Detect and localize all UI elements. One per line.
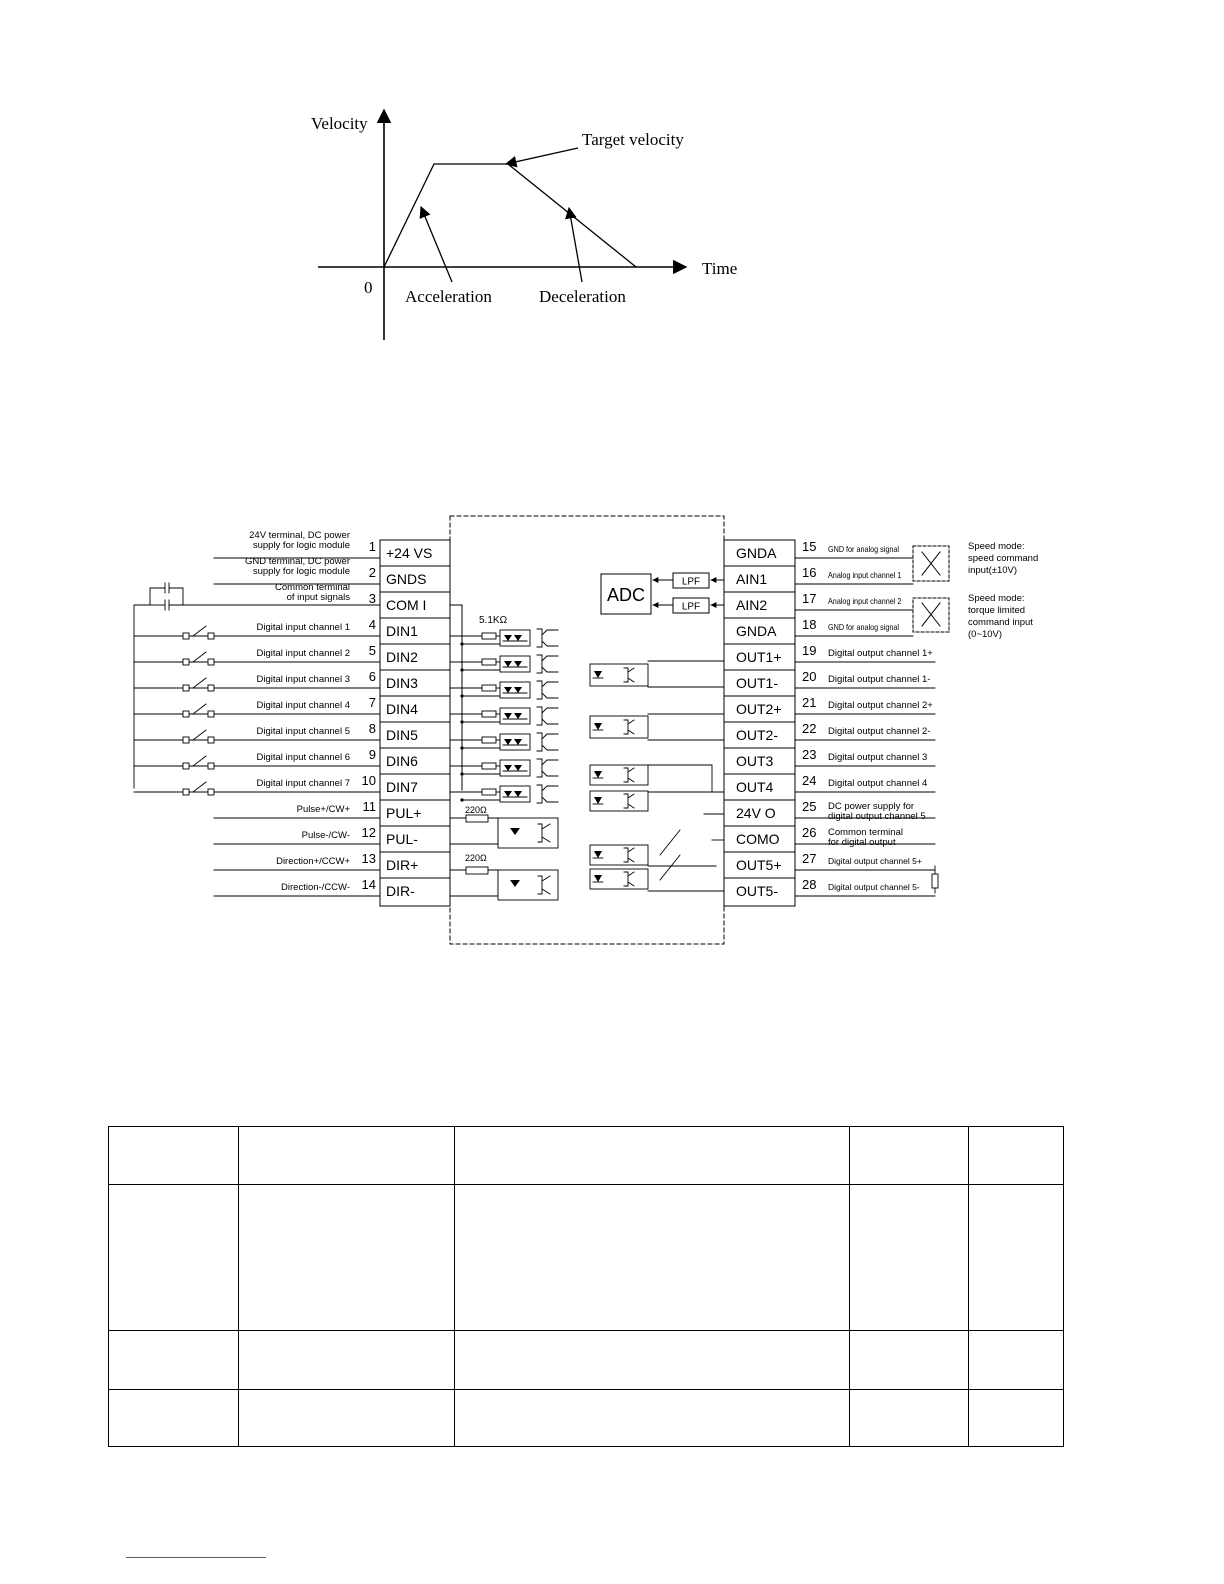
pulse-optocoupler [450,867,558,900]
pin-description: Digital input channel 2 [256,648,350,659]
output-optocoupler [590,845,648,865]
input-switch [183,704,214,717]
pin-number: 17 [802,591,817,606]
pin-name: AIN2 [736,597,768,613]
pin-number: 13 [361,851,376,866]
pin-number: 14 [361,877,376,892]
pin-name: OUT1+ [736,649,782,665]
pin-description: Analog input channel 1 [828,570,902,581]
input-switch [183,782,214,795]
table-row [109,1127,1064,1185]
pin-name: GNDA [736,545,777,561]
x-axis-label: Time [702,259,738,278]
pin-name: 24V O [736,805,776,821]
pin-number: 22 [802,721,817,736]
pin-description: Digital input channel 3 [256,674,350,685]
din-optocoupler [450,681,558,699]
pin-description: digital output channel 5 [828,811,926,822]
pin-description: Direction-/CCW- [281,882,350,893]
output-optocoupler [590,765,648,785]
pin-description: supply for logic module [252,540,350,551]
pin-name: DIR+ [386,857,419,873]
din-optocoupler [450,759,558,777]
pin-name: +24 VS [386,545,433,561]
pin-description: GND for analog signal [828,544,899,555]
pin-number: 8 [368,721,376,736]
pin-description: GND for analog signal [828,622,899,633]
pin-name: DIN4 [386,701,418,717]
wiring-diagram [134,516,1041,944]
pin-number: 28 [802,877,817,892]
pin-description: Direction+/CCW+ [276,856,350,867]
pin-number: 20 [802,669,817,684]
pul-resistor-label: 220Ω [465,805,487,815]
pin-name: GNDS [386,571,427,587]
pin-number: 18 [802,617,817,632]
pin-description: Analog input channel 2 [828,596,902,607]
pin-name: DIN7 [386,779,418,795]
right-terminal-block [724,540,795,906]
pin-number: 24 [802,773,817,788]
pin-description: DC power supply for [828,801,915,812]
lpf-label-1: LPF [681,576,701,588]
speed-mode-2-label: Speed mode: torque limited command input (0~10V) [968,593,1033,640]
wire [660,830,680,880]
pin-description: Pulse-/CW- [301,830,350,841]
din-optocoupler [450,707,558,725]
output-optocoupler [590,791,648,811]
pin-description: Digital output channel 2- [828,726,931,737]
velocity-profile-chart [311,110,737,340]
din-optocoupler [450,733,558,751]
pin-number: 10 [361,773,376,788]
output-optocoupler [590,869,648,889]
pin-name: GNDA [736,623,777,639]
pin-number: 25 [802,799,817,814]
pin-description: Digital output channel 5+ [828,856,922,866]
table-row [109,1331,1064,1390]
input-switch [183,730,214,743]
pin-name: DIN1 [386,623,418,639]
deceleration-label: Deceleration [539,287,626,306]
wire [648,765,712,791]
pin-number: 7 [368,695,376,710]
pin-number: 1 [368,539,376,554]
pin-number: 9 [368,747,376,762]
pulse-optocoupler [450,815,558,848]
pin-description: GND terminal, DC power [244,556,350,567]
acceleration-label: Acceleration [405,287,492,306]
pin-description: Digital input channel 6 [256,752,350,763]
pin-description: Digital output channel 2+ [828,700,933,711]
pin-name: DIN2 [386,649,418,665]
pin-description: Digital input channel 7 [256,778,350,789]
parameter-table [108,1126,1064,1447]
input-switch [183,652,214,665]
pin-name: OUT5+ [736,857,782,873]
pin-name: COMO [736,831,780,847]
pin-description: Digital input channel 4 [256,700,350,711]
target-arrow [506,148,578,164]
accel-arrow [421,207,452,282]
pin-description: for digital output [828,837,896,848]
target-velocity-label: Target velocity [582,130,684,149]
pin-description: 24V terminal, DC power [249,530,350,541]
dir-resistor-label: 220Ω [465,853,487,863]
analog-input-1-source [913,546,949,581]
velocity-profile-line [384,164,636,267]
input-switch [183,678,214,691]
pin-name: OUT3 [736,753,774,769]
pin-description: Digital output channel 5- [828,882,920,892]
pin-number: 5 [368,643,376,658]
input-switch [183,756,214,769]
pin-number: 2 [368,565,376,580]
y-axis-label: Velocity [311,114,368,133]
pin-name: PUL- [386,831,418,847]
pin-name: OUT1- [736,675,778,691]
pin-description: Digital output channel 1+ [828,648,933,659]
pin-description: Common terminal [275,582,350,593]
pin-name: COM I [386,597,427,613]
pin-description: Digital output channel 3 [828,752,928,763]
pin-name: DIR- [386,883,415,899]
din-resistor-label: 5.1KΩ [479,615,508,626]
origin-label: 0 [364,278,373,297]
input-switch [183,626,214,639]
analog-input-2-source [913,598,949,632]
pin-number: 21 [802,695,817,710]
pin-number: 16 [802,565,817,580]
pin-name: OUT2- [736,727,778,743]
pin-number: 4 [368,617,376,632]
table-row [109,1185,1064,1331]
pin-number: 27 [802,851,817,866]
pin-name: AIN1 [736,571,768,587]
pin-name: DIN5 [386,727,418,743]
pin-name: PUL+ [386,805,422,821]
pin-number: 12 [361,825,376,840]
table-row [109,1390,1064,1447]
output-optocoupler [590,716,648,738]
din-optocoupler [450,629,558,647]
adc-label: ADC [606,585,646,605]
com-bus [450,605,462,790]
pin-name: OUT4 [736,779,774,795]
pin-number: 15 [802,539,817,554]
lpf-label-2: LPF [681,601,701,613]
pin-description: Digital output channel 4 [828,778,928,789]
pin-name: OUT5- [736,883,778,899]
footer-link-underline [126,1557,266,1558]
din-optocoupler [450,785,558,803]
pin-number: 11 [362,799,376,814]
pin-name: OUT2+ [736,701,782,717]
pin-description: Common terminal [828,827,903,838]
pin-number: 23 [802,747,817,762]
pin-description: supply for logic module [252,566,350,577]
pin-number: 3 [368,591,376,606]
pin-description: Digital input channel 1 [256,622,350,633]
left-terminal-block [380,540,450,906]
din-optocoupler [450,655,558,673]
pin-description: Digital input channel 5 [256,726,350,737]
pin-name: DIN6 [386,753,418,769]
pin-description: Pulse+/CW+ [296,804,350,815]
pin-name: DIN3 [386,675,418,691]
output-optocoupler [590,664,648,686]
pin-number: 6 [368,669,376,684]
pin-number: 19 [802,643,817,658]
pin-number: 26 [802,825,817,840]
pin-description: Digital output channel 1- [828,674,931,685]
pin-description: of input signals [286,592,350,603]
speed-mode-1-label: Speed mode: speed command input(±10V) [968,541,1039,576]
